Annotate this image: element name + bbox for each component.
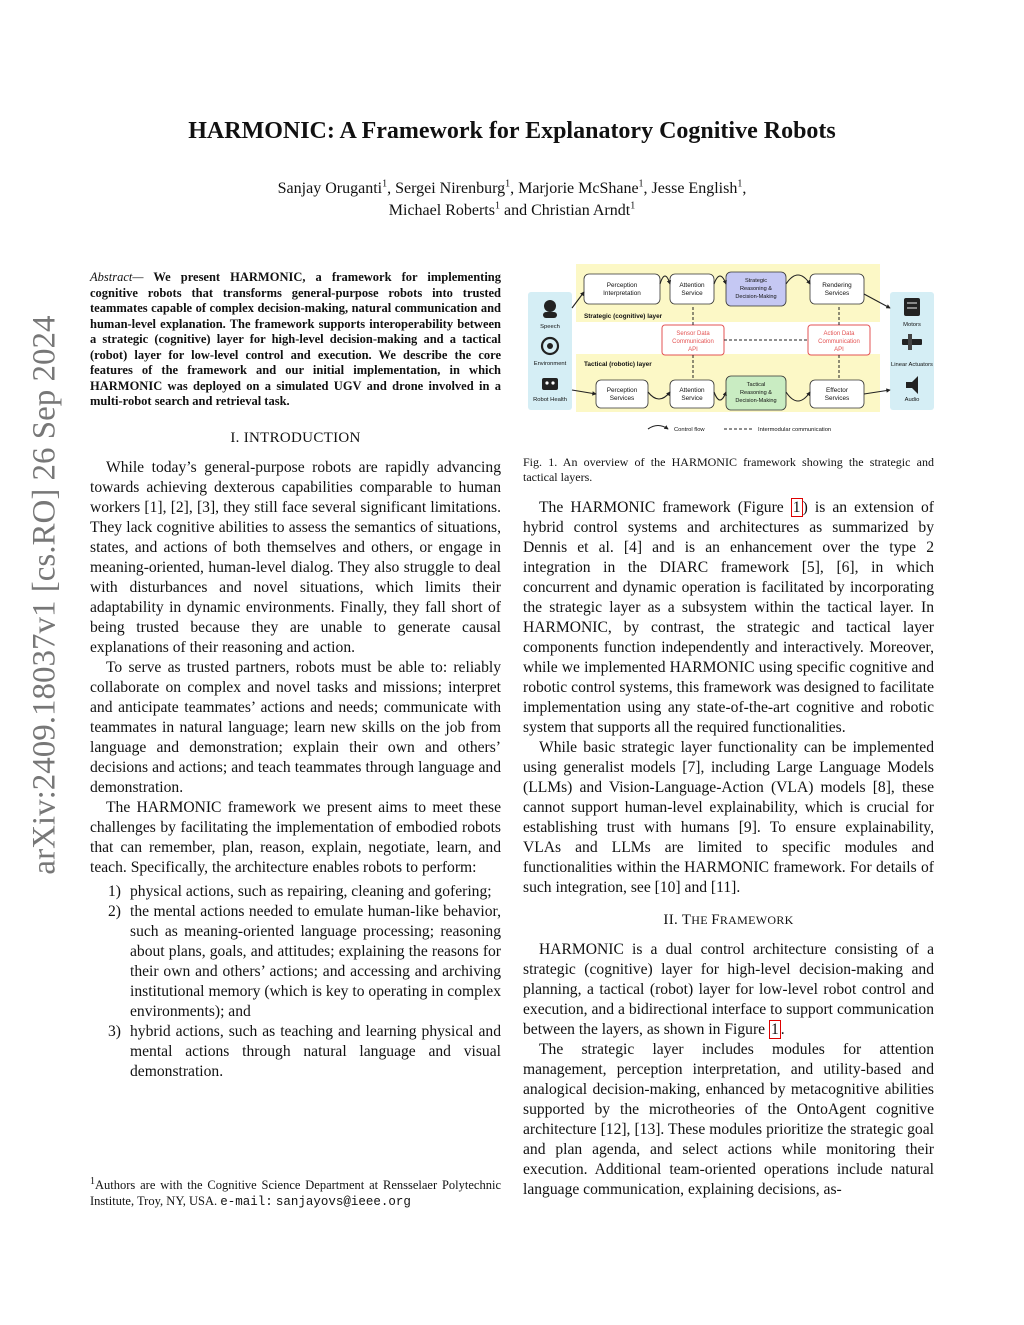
box-label: Service (681, 290, 703, 297)
output-label: Motors (903, 322, 921, 328)
box-label: Interpretation (603, 290, 641, 297)
footnote: $^1$Authors are with the Cognitive Science Department at Rensselaer Polytechnic Institute, Troy, NY, USA. e-mail: sanjayovs@ieee.org (90, 1175, 501, 1209)
author: Sanjay Oruganti$^1$, (277, 178, 396, 197)
footnote-text: Authors are with the Cognitive Science Department at Rensselaer Polytechnic Institute, Troy, NY, USA. (90, 1178, 501, 1208)
box-label: Strategic (744, 278, 768, 284)
paragraph: While basic strategic layer functionality can be implemented using generalist models [7], including Large Language Models (LLMs) and Vision-Language-Action (VLA) models [8], these cannot support human-level explainability, which is crucial for establishing trust with humans [9]. To ensure explainability, VLAs and LLMs are limited to specific modules and functionalities within the HARMONIC framework. For details of such integration, see [10] and [11]. (523, 739, 934, 896)
author: Sergei Nirenburg$^1$, (395, 178, 519, 197)
strategic-layer-label: Strategic (cognitive) layer (584, 313, 663, 320)
figure-caption: Fig. 1. An overview of the HARMONIC framework showing the strategic and tactical layers. (523, 455, 934, 484)
paragraph: The HARMONIC framework (Figure 1 ) is an extension of hybrid control systems and architectures as summarized by Dennis et al. [4] and is an enhancement over the type 2 integration in the DIARC framework [5], [6], in which concurrent and dynamic operation is facilitated by incorporating the strategic layer as a subsystem within the tactical layer. In HARMONIC, by contrast, the strategic and tactical layer components function independently and interactively. Moreover, while we implemented HARMONIC using specific cognitive and robotic control systems, this framework was designed to facilitate implementation using any state-of-the-art cognitive and robotic system that supports all the required functionalities. (523, 499, 934, 736)
legend-control-flow: Control flow (674, 427, 705, 433)
box-label: API (688, 347, 698, 353)
abstract (90, 270, 501, 410)
input-label: Environment (533, 361, 567, 367)
box-label: Action Data (823, 331, 855, 337)
section-heading-introduction: I. INTRODUCTION (230, 429, 361, 446)
robot-health-icon (542, 378, 558, 390)
author-email: sanjayovs@ieee.org (275, 1195, 411, 1209)
input-label: Robot Health (533, 397, 567, 403)
figure-ref-link[interactable]: 1 (792, 499, 801, 516)
box-label: Services (824, 395, 850, 402)
attention-service-box (670, 274, 714, 304)
box-label: Decision-Making (735, 294, 777, 300)
effector-services-box (810, 380, 864, 408)
list-item: 1) physical actions, such as repairing, cleaning and gofering; (108, 882, 492, 900)
output-label: Linear Actuators (891, 362, 933, 368)
author: Christian Arndt$^1$ (531, 200, 636, 219)
tactical-layer-label: Tactical (robotic) layer (584, 361, 652, 368)
email-label: e-mail: (220, 1195, 273, 1209)
paragraph: To serve as trusted partners, robots must be able to: reliably collaborate on complex and novel tasks and missions; interpret and anticipate teammates’ actions and needs; communicate with teammates in natural language; learn new skills on the job from language and demonstration; explain their own and others’ decisions and actions; and teach teammates through language and demonstration. (90, 658, 501, 796)
paragraph: HARMONIC is a dual control architecture consisting of a strategic (cognitive) layer for high-level decision-making and planning, a tactical (robot) layer for low-level robot control and execution, and a bidirectional interface to support communication between the layers, as shown in Figure 1 . (523, 941, 934, 1038)
box-label: Sensor Data (676, 331, 710, 337)
box-label: Reasoning & (739, 286, 773, 292)
rendering-services-box (810, 274, 864, 304)
box-label: Services (609, 395, 635, 402)
box-label: Attention (679, 387, 705, 394)
abstract-text: We present HARMONIC, a framework for implementing cognitive robots that transforms general-purpose robots into trusted teammates capable of complex decision-making, natural communication and human-level explanation. The framework supports interoperability between a strategic (cognitive) layer for high-level decision-making and a tactical (robot) layer for low-level control and execution. We describe the core features of the framework and our initial implementation, in which HARMONIC was deployed on a simulated UGV and drone involved in a multi-robot search and retrieval task. (90, 270, 502, 408)
paragraph: The strategic layer includes modules for attention management, perception interpretation, and utility-based and analogical decision-making, enhanced by metacognitive abilities supported by the microtheories of the OntoAgent cognitive architecture [12], [13]. These modules prioritize the strategic goal and plan agenda, and select actions while monitoring their execution. Additional team-oriented operations include natural language communication, explaining decisions, as- (523, 1041, 934, 1198)
harmonic-framework-diagram (528, 262, 934, 438)
box-label: Communication (818, 339, 860, 345)
box-label: Tactical (746, 382, 766, 388)
right-column (523, 498, 934, 1200)
arxiv-identifier (20, 230, 70, 960)
author: Marjorie McShane$^1$, (518, 178, 652, 197)
left-column (90, 270, 501, 1082)
motors-icon (904, 298, 920, 316)
list-item: 3) hybrid actions, such as teaching and learning physical and mental actions through natural language and visual demonstration. (108, 1022, 501, 1080)
box-label: Communication (672, 339, 714, 345)
box-label: Perception (606, 282, 638, 289)
section-heading-framework: II. THE FRAMEWORK (663, 912, 794, 928)
box-label: Perception (606, 387, 638, 394)
author-list (180, 178, 844, 222)
paper-title: HARMONIC: A Framework for Explanatory Cognitive Robots (188, 118, 836, 144)
arxiv-identifier-text: arXiv:2409.18037v1 [cs.RO] 26 Sep 2024 (26, 315, 63, 875)
attention-service-box-tactical (670, 380, 714, 408)
box-label: Rendering (822, 282, 852, 289)
input-label: Speech (540, 324, 560, 330)
box-label: API (834, 347, 844, 353)
capability-list (90, 882, 501, 1082)
box-label: Reasoning & (739, 390, 773, 396)
output-label: Audio (904, 397, 920, 403)
box-label: Service (681, 395, 703, 402)
box-label: Decision-Making (735, 398, 777, 404)
paragraph: While today’s general-purpose robots are rapidly advancing towards achieving dexterous capabilities comparable to human workers [1], [2], [3], they still face several significant limitations. They lack cognitive abilities to assess the semantics of situations, states, and actions of both themselves and others, or engage in meaning-oriented, human-level dialog. They also struggle to deal with disturbances and novel situations, which limits their adaptability in dynamic environments. Finally, they fall short of being trusted because they are unable to generate causal explanations of their reasoning and action. (90, 458, 501, 656)
perception-services-box (596, 380, 648, 408)
legend-intermodular: Intermodular communication (758, 427, 832, 433)
author: Jesse English$^1$, (651, 178, 747, 197)
abstract-label: Abstract— (90, 270, 144, 284)
box-label: Effector (826, 387, 848, 394)
perception-interpretation-box (584, 274, 660, 304)
paragraph: The HARMONIC framework we present aims to meet these challenges by facilitating the implementation of embodied robots that can remember, plan, reason, explain, negotiate, learn, and teach. Specifically, the architecture enables robots to perform: (90, 798, 501, 876)
list-item: 2) the mental actions needed to emulate human-like behavior, such as meaning-oriented language processing; reasoning about plans, goals, and attitudes; explaining the reasons for their own and others’ actions; and accessing and archiving institutional memory (which is key to operating in complex environments); and (108, 902, 501, 1020)
speech-icon (543, 300, 557, 318)
box-label: Services (824, 290, 850, 297)
figure-ref-link[interactable]: 1 (770, 1021, 779, 1038)
box-label: Attention (679, 282, 705, 289)
author: Michael Roberts$^1$ and (388, 200, 532, 219)
